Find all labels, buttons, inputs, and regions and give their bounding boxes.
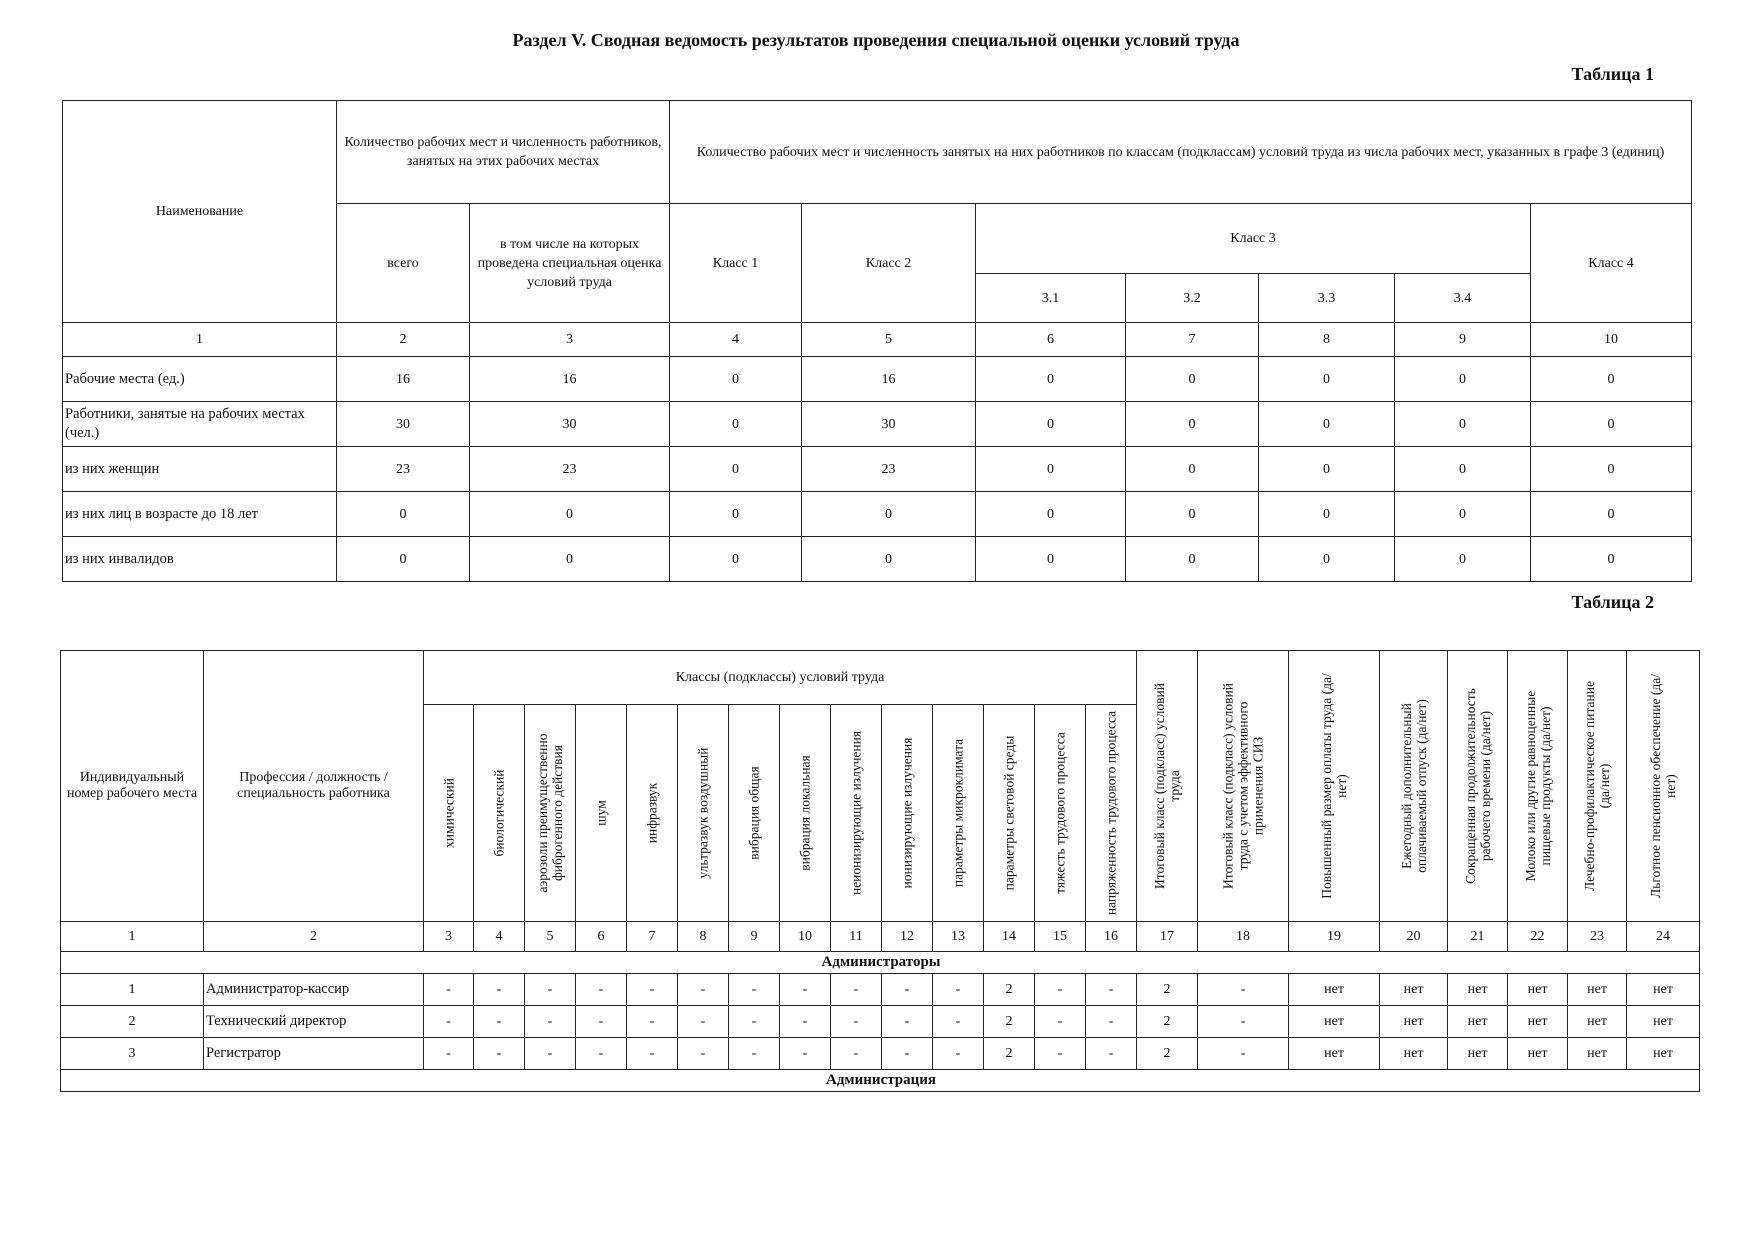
factor-header: тяжесть трудового процесса — [1035, 705, 1086, 922]
column-numbers-row — [63, 323, 1692, 357]
cell: 2 — [1137, 1006, 1198, 1038]
cell: - — [678, 1038, 729, 1070]
col-number: 6 — [976, 323, 1126, 357]
cell: нет — [1289, 1038, 1380, 1070]
col-number: 2 — [204, 922, 424, 952]
profession-name: Администратор-кассир — [204, 974, 424, 1006]
cell: 23 — [337, 447, 470, 492]
factor-header: напряженность трудового процесса — [1086, 705, 1137, 922]
cell: 0 — [1395, 447, 1531, 492]
col-number: 2 — [337, 323, 470, 357]
cell: нет — [1289, 974, 1380, 1006]
cell: 0 — [670, 402, 802, 447]
cell: 0 — [1126, 537, 1259, 582]
cell: 0 — [1259, 492, 1395, 537]
cell: - — [933, 974, 984, 1006]
row-label: из них лиц в возрасте до 18 лет — [63, 492, 337, 537]
header-assessed: в том числе на которых проведена специальная оценка условий труда — [470, 204, 670, 323]
header-class4: Класс 4 — [1531, 204, 1692, 323]
header-classes: Классы (подклассы) условий труда — [424, 651, 1137, 705]
cell: - — [729, 1038, 780, 1070]
col-number: 9 — [729, 922, 780, 952]
header-class3: Класс 3 — [976, 204, 1531, 274]
cell: - — [1035, 1006, 1086, 1038]
row-label: Рабочие места (ед.) — [63, 357, 337, 402]
header-class1: Класс 1 — [670, 204, 802, 323]
cell: 0 — [1531, 537, 1692, 582]
cell: - — [576, 1006, 627, 1038]
col-number: 3 — [470, 323, 670, 357]
cell: - — [1198, 974, 1289, 1006]
table2-caption: Таблица 2 — [1571, 592, 1654, 612]
cell: 0 — [1531, 357, 1692, 402]
cell: - — [424, 974, 474, 1006]
header-group-a: Количество рабочих мест и численность работников, занятых на этих рабочих местах — [337, 101, 670, 204]
header-sub-3-2: 3.2 — [1126, 274, 1259, 323]
factor-header: шум — [576, 705, 627, 922]
col-number: 9 — [1395, 323, 1531, 357]
cell: - — [525, 1038, 576, 1070]
table-row — [61, 1038, 1700, 1070]
table-row — [61, 1006, 1700, 1038]
row-label: из них инвалидов — [63, 537, 337, 582]
cell: 0 — [802, 492, 976, 537]
cell: - — [780, 1038, 831, 1070]
cell: 0 — [1259, 402, 1395, 447]
cell: - — [525, 1006, 576, 1038]
header-increased-pay: Повышенный размер оплаты труда (да/нет) — [1289, 651, 1380, 922]
cell: - — [831, 1006, 882, 1038]
cell: 0 — [670, 492, 802, 537]
cell: - — [1035, 1038, 1086, 1070]
header-final-class: Итоговый класс (подкласс) условий труда — [1137, 651, 1198, 922]
cell: - — [882, 974, 933, 1006]
cell: 0 — [1126, 492, 1259, 537]
cell: 30 — [470, 402, 670, 447]
cell: - — [831, 1038, 882, 1070]
cell: - — [1086, 1006, 1137, 1038]
profession-name: Технический директор — [204, 1006, 424, 1038]
cell: нет — [1380, 974, 1448, 1006]
col-number: 18 — [1198, 922, 1289, 952]
cell: 2 — [984, 974, 1035, 1006]
cell: 0 — [1531, 447, 1692, 492]
cell: 0 — [1259, 357, 1395, 402]
cell: 0 — [1126, 447, 1259, 492]
cell: нет — [1627, 1006, 1700, 1038]
cell: 0 — [1395, 492, 1531, 537]
cell: 0 — [1259, 447, 1395, 492]
header-workplace-id: Индивидуальный номер рабочего места — [61, 651, 204, 922]
col-number: 7 — [1126, 323, 1259, 357]
header-sub-3-4: 3.4 — [1395, 274, 1531, 323]
cell: 2 — [1137, 1038, 1198, 1070]
row-label: из них женщин — [63, 447, 337, 492]
cell: 0 — [670, 537, 802, 582]
cell: нет — [1380, 1006, 1448, 1038]
cell: - — [576, 974, 627, 1006]
cell: - — [424, 1038, 474, 1070]
cell: 0 — [976, 492, 1126, 537]
factor-header: вибрация локальная — [780, 705, 831, 922]
cell: 2 — [984, 1038, 1035, 1070]
cell: нет — [1568, 974, 1627, 1006]
cell: - — [933, 1038, 984, 1070]
cell: - — [933, 1006, 984, 1038]
workplace-id: 1 — [61, 974, 204, 1006]
cell: нет — [1627, 974, 1700, 1006]
factor-header: ионизирующие излучения — [882, 705, 933, 922]
table-row — [63, 447, 1692, 492]
cell: - — [627, 974, 678, 1006]
cell: 0 — [337, 492, 470, 537]
col-number: 20 — [1380, 922, 1448, 952]
header-total: всего — [337, 204, 470, 323]
header-milk: Молоко или другие равноценные пищевые продукты (да/нет) — [1508, 651, 1568, 922]
cell: 30 — [337, 402, 470, 447]
header-final-class-siz: Итоговый класс (подкласс) условий труда с учетом эффективного применения СИЗ — [1198, 651, 1289, 922]
cell: 0 — [470, 537, 670, 582]
col-number: 21 — [1448, 922, 1508, 952]
cell: 23 — [470, 447, 670, 492]
col-number: 4 — [670, 323, 802, 357]
col-number: 8 — [1259, 323, 1395, 357]
cell: 0 — [1531, 402, 1692, 447]
factor-header: параметры микроклимата — [933, 705, 984, 922]
cell: 0 — [976, 537, 1126, 582]
cell: - — [627, 1038, 678, 1070]
factor-header: аэрозоли преимущественно фиброгенного действия — [525, 705, 576, 922]
col-number: 5 — [525, 922, 576, 952]
group-title: Администрация — [61, 1070, 1700, 1092]
cell: - — [780, 1006, 831, 1038]
cell: - — [1198, 1006, 1289, 1038]
cell: 16 — [337, 357, 470, 402]
cell: - — [1198, 1038, 1289, 1070]
col-number: 13 — [933, 922, 984, 952]
cell: нет — [1448, 1038, 1508, 1070]
cell: - — [1035, 974, 1086, 1006]
cell: 16 — [470, 357, 670, 402]
header-profession: Профессия / должность / специальность работника — [204, 651, 424, 922]
col-number: 1 — [63, 323, 337, 357]
cell: - — [474, 1006, 525, 1038]
workplace-id: 2 — [61, 1006, 204, 1038]
cell: 2 — [1137, 974, 1198, 1006]
table-row — [63, 357, 1692, 402]
cell: 0 — [1126, 402, 1259, 447]
cell: - — [525, 974, 576, 1006]
cell: 0 — [976, 447, 1126, 492]
col-number: 11 — [831, 922, 882, 952]
cell: 0 — [802, 537, 976, 582]
cell: 0 — [1395, 357, 1531, 402]
cell: - — [627, 1006, 678, 1038]
cell: нет — [1627, 1038, 1700, 1070]
col-number: 7 — [627, 922, 678, 952]
table1-caption: Таблица 1 — [1571, 64, 1654, 84]
cell: 0 — [1126, 357, 1259, 402]
row-label: Работники, занятые на рабочих местах (чел.) — [63, 402, 337, 447]
cell: - — [678, 1006, 729, 1038]
col-number: 10 — [780, 922, 831, 952]
cell: нет — [1380, 1038, 1448, 1070]
header-sub-3-1: 3.1 — [976, 274, 1126, 323]
col-number: 4 — [474, 922, 525, 952]
col-number: 15 — [1035, 922, 1086, 952]
col-number: 17 — [1137, 922, 1198, 952]
table-row — [63, 402, 1692, 447]
cell: нет — [1448, 1006, 1508, 1038]
workplace-table — [60, 650, 1700, 1092]
cell: нет — [1508, 1038, 1568, 1070]
cell: 0 — [670, 447, 802, 492]
cell: - — [474, 974, 525, 1006]
col-number: 1 — [61, 922, 204, 952]
cell: 30 — [802, 402, 976, 447]
factor-header: ультразвук воздушный — [678, 705, 729, 922]
col-number: 6 — [576, 922, 627, 952]
col-number: 24 — [1627, 922, 1700, 952]
cell: 0 — [1395, 402, 1531, 447]
cell: - — [424, 1006, 474, 1038]
cell: - — [729, 1006, 780, 1038]
table-row — [61, 974, 1700, 1006]
factor-header: вибрация общая — [729, 705, 780, 922]
header-name: Наименование — [63, 101, 337, 323]
cell: 0 — [976, 357, 1126, 402]
header-class2: Класс 2 — [802, 204, 976, 323]
cell: 23 — [802, 447, 976, 492]
header-pension: Льготное пенсионное обеспечение (да/нет) — [1627, 651, 1700, 922]
cell: 0 — [337, 537, 470, 582]
column-numbers-row — [61, 922, 1700, 952]
cell: - — [780, 974, 831, 1006]
cell: - — [1086, 1038, 1137, 1070]
factor-header: параметры световой среды — [984, 705, 1035, 922]
cell: - — [882, 1038, 933, 1070]
header-group-b: Количество рабочих мест и численность занятых на них работников по классам (подклассам) условий труда из числа рабочих мест, указанных в графе 3 (единиц) — [670, 101, 1692, 204]
cell: нет — [1508, 974, 1568, 1006]
cell: 0 — [1395, 537, 1531, 582]
workplace-id: 3 — [61, 1038, 204, 1070]
cell: - — [678, 974, 729, 1006]
cell: нет — [1568, 1038, 1627, 1070]
factor-header: биологический — [474, 705, 525, 922]
page-title: Раздел V. Сводная ведомость результатов проведения специальной оценки условий труда — [512, 30, 1240, 50]
col-number: 16 — [1086, 922, 1137, 952]
cell: 0 — [670, 357, 802, 402]
col-number: 22 — [1508, 922, 1568, 952]
cell: нет — [1448, 974, 1508, 1006]
cell: 0 — [976, 402, 1126, 447]
group-title: Администраторы — [61, 952, 1700, 974]
cell: - — [882, 1006, 933, 1038]
header-extra-leave: Ежегодный дополнительный оплачиваемый отпуск (да/нет) — [1380, 651, 1448, 922]
col-number: 19 — [1289, 922, 1380, 952]
table-row — [63, 492, 1692, 537]
cell: нет — [1289, 1006, 1380, 1038]
table-row — [63, 537, 1692, 582]
header-reduced-hours: Сокращенная продолжительность рабочего времени (да/нет) — [1448, 651, 1508, 922]
cell: нет — [1508, 1006, 1568, 1038]
header-therapeutic-food: Лечебно-профилактическое питание (да/нет) — [1568, 651, 1627, 922]
factor-header: химический — [424, 705, 474, 922]
cell: 2 — [984, 1006, 1035, 1038]
cell: - — [474, 1038, 525, 1070]
cell: - — [831, 974, 882, 1006]
cell: нет — [1568, 1006, 1627, 1038]
cell: 0 — [470, 492, 670, 537]
cell: - — [729, 974, 780, 1006]
cell: 0 — [1259, 537, 1395, 582]
col-number: 3 — [424, 922, 474, 952]
factor-header: инфразвук — [627, 705, 678, 922]
profession-name: Регистратор — [204, 1038, 424, 1070]
cell: 16 — [802, 357, 976, 402]
col-number: 8 — [678, 922, 729, 952]
header-sub-3-3: 3.3 — [1259, 274, 1395, 323]
cell: - — [576, 1038, 627, 1070]
col-number: 10 — [1531, 323, 1692, 357]
cell: 0 — [1531, 492, 1692, 537]
col-number: 14 — [984, 922, 1035, 952]
factor-header: неионизирующие излучения — [831, 705, 882, 922]
col-number: 12 — [882, 922, 933, 952]
cell: - — [1086, 974, 1137, 1006]
summary-table — [62, 100, 1692, 582]
col-number: 5 — [802, 323, 976, 357]
col-number: 23 — [1568, 922, 1627, 952]
